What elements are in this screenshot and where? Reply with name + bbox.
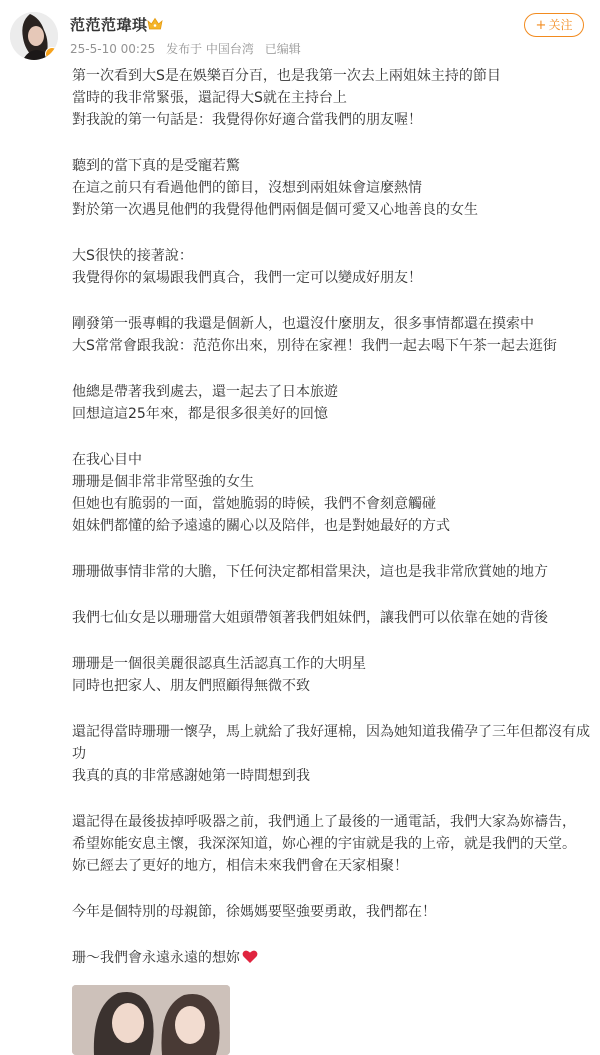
text-line: 姐妹們都懂的給予遠遠的關心以及陪伴，也是對她最好的方式 bbox=[72, 518, 450, 534]
text-line: 剛發第一張專輯的我還是個新人，也還沒什麼朋友，很多事情都還在摸索中 bbox=[72, 316, 534, 332]
username[interactable]: 范范范瑋琪 bbox=[70, 16, 148, 34]
paragraph bbox=[72, 245, 592, 289]
edited-label[interactable]: 已编辑 bbox=[264, 42, 301, 56]
text-line: 妳已經去了更好的地方，相信未來我們會在天家相聚！ bbox=[72, 858, 408, 874]
text-line: 但她也有脆弱的一面，當她脆弱的時候，我們不會刻意觸碰 bbox=[72, 496, 436, 512]
text-line: 還記得在最後拔掉呼吸器之前，我們通上了最後的一通電話，我們大家為妳禱告， bbox=[72, 814, 576, 830]
paragraph bbox=[72, 65, 592, 131]
text-line: 第一次看到大S是在娛樂百分百，也是我第一次去上兩姐妹主持的節目 bbox=[72, 68, 501, 84]
paragraph bbox=[72, 607, 592, 629]
post-location: 发布于 中国台湾 bbox=[166, 42, 254, 56]
verified-badge-icon bbox=[45, 47, 58, 60]
paragraph bbox=[72, 449, 592, 537]
post-header bbox=[0, 0, 600, 62]
text-line: 珊珊是一個很美麗很認真生活認真工作的大明星 bbox=[72, 656, 366, 672]
paragraph bbox=[72, 561, 592, 583]
text-line: 今年是個特別的母親節，徐媽媽要堅強要勇敢，我們都在！ bbox=[72, 904, 436, 920]
paragraph bbox=[72, 947, 592, 971]
post-timestamp[interactable]: 25-5-10 00:25 bbox=[70, 42, 156, 56]
text-line: 回想這這25年來，都是很多很美好的回憶 bbox=[72, 406, 328, 422]
text-line: 對於第一次遇見他們的我覺得他們兩個是個可愛又心地善良的女生 bbox=[72, 202, 478, 218]
paragraph bbox=[72, 653, 592, 697]
paragraph bbox=[72, 721, 592, 787]
paragraph bbox=[72, 155, 592, 221]
follow-label: 关注 bbox=[548, 18, 573, 32]
text-line: 對我說的第一句話是：我覺得你好適合當我們的朋友喔！ bbox=[72, 112, 422, 128]
text-line: 希望妳能安息主懷，我深深知道，妳心裡的宇宙就是我的上帝，就是我們的天堂。 bbox=[72, 836, 576, 852]
crown-badge-icon[interactable] bbox=[147, 16, 163, 35]
paragraph bbox=[72, 381, 592, 425]
paragraph bbox=[72, 313, 592, 357]
text-line: 聽到的當下真的是受寵若驚 bbox=[72, 158, 240, 174]
post-body bbox=[72, 65, 592, 995]
text-line: 還記得當時珊珊一懷孕，馬上就給了我好運棉，因為她知道我備孕了三年但都沒有成功 bbox=[72, 724, 590, 762]
text-line: 在這之前只有看過他們的節目，沒想到兩姐妹會這麼熱情 bbox=[72, 180, 422, 196]
plus-icon: + bbox=[535, 18, 547, 33]
photo-image bbox=[72, 985, 230, 1055]
post-meta bbox=[70, 40, 308, 57]
follow-button[interactable] bbox=[524, 13, 584, 37]
text-line: 我覺得你的氣場跟我們真合，我們一定可以變成好朋友！ bbox=[72, 270, 422, 286]
avatar[interactable] bbox=[10, 12, 58, 60]
text-line: 當時的我非常緊張，還記得大S就在主持台上 bbox=[72, 90, 347, 106]
text-line: 他總是帶著我到處去，還一起去了日本旅遊 bbox=[72, 384, 338, 400]
text-line: 大S常常會跟我說：范范你出來，別待在家裡！我們一起去喝下午茶一起去逛街 bbox=[72, 338, 557, 354]
text-line: 珊～我們會永遠永遠的想妳 bbox=[72, 950, 240, 966]
text-line: 大S很快的接著說： bbox=[72, 248, 193, 264]
text-line: 同時也把家人、朋友們照顧得無微不致 bbox=[72, 678, 310, 694]
paragraph bbox=[72, 901, 592, 923]
paragraph bbox=[72, 811, 592, 877]
text-line-with-heart bbox=[72, 947, 592, 971]
text-line: 在我心目中 bbox=[72, 452, 142, 468]
text-line: 我們七仙女是以珊珊當大姐頭帶領著我們姐妹們，讓我們可以依靠在她的背後 bbox=[72, 610, 548, 626]
red-heart-icon bbox=[242, 949, 258, 971]
post-image-thumbnail[interactable] bbox=[72, 985, 230, 1055]
text-line: 珊珊做事情非常的大膽，下任何決定都相當果決，這也是我非常欣賞她的地方 bbox=[72, 564, 548, 580]
text-line: 珊珊是個非常非常堅強的女生 bbox=[72, 474, 254, 490]
text-line: 我真的真的非常感謝她第一時間想到我 bbox=[72, 768, 310, 784]
